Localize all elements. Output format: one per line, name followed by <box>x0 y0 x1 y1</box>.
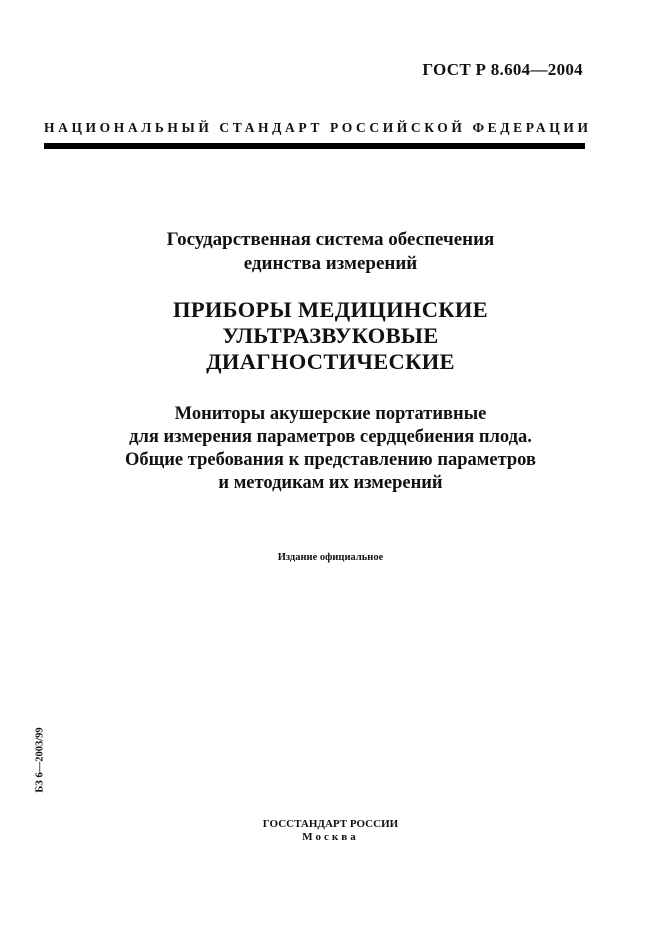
side-label: БЗ 6—2003/99 <box>34 727 46 793</box>
header-rule <box>44 143 585 149</box>
national-standard-label: НАЦИОНАЛЬНЫЙ СТАНДАРТ РОССИЙСКОЙ ФЕДЕРАЦИИ <box>44 120 592 135</box>
standard-code: ГОСТ Р 8.604—2004 <box>422 60 583 79</box>
subtitle-line: Мониторы акушерские портативные <box>174 404 487 424</box>
subtitle-line: Общие требования к представлению параметров <box>125 450 536 470</box>
document-subtitle <box>0 403 661 495</box>
edition-label: Издание официальное <box>277 552 384 563</box>
publisher-city: Москва <box>302 831 359 843</box>
title-line: ПРИБОРЫ МЕДИЦИНСКИЕ <box>173 297 488 322</box>
system-line: единства измерений <box>243 253 418 274</box>
subtitle-line: и методикам их измерений <box>218 473 443 493</box>
publisher-block <box>0 818 661 844</box>
title-line: УЛЬТРАЗВУКОВЫЕ <box>222 323 439 348</box>
subtitle-line: для измерения параметров сердцебиения плода. <box>129 427 532 447</box>
title-line: ДИАГНОСТИЧЕСКИЕ <box>206 349 455 374</box>
system-line: Государственная система обеспечения <box>166 229 495 250</box>
publisher-name: ГОССТАНДАРТ РОССИИ <box>262 818 399 830</box>
system-title <box>0 228 661 276</box>
document-title <box>0 297 661 375</box>
